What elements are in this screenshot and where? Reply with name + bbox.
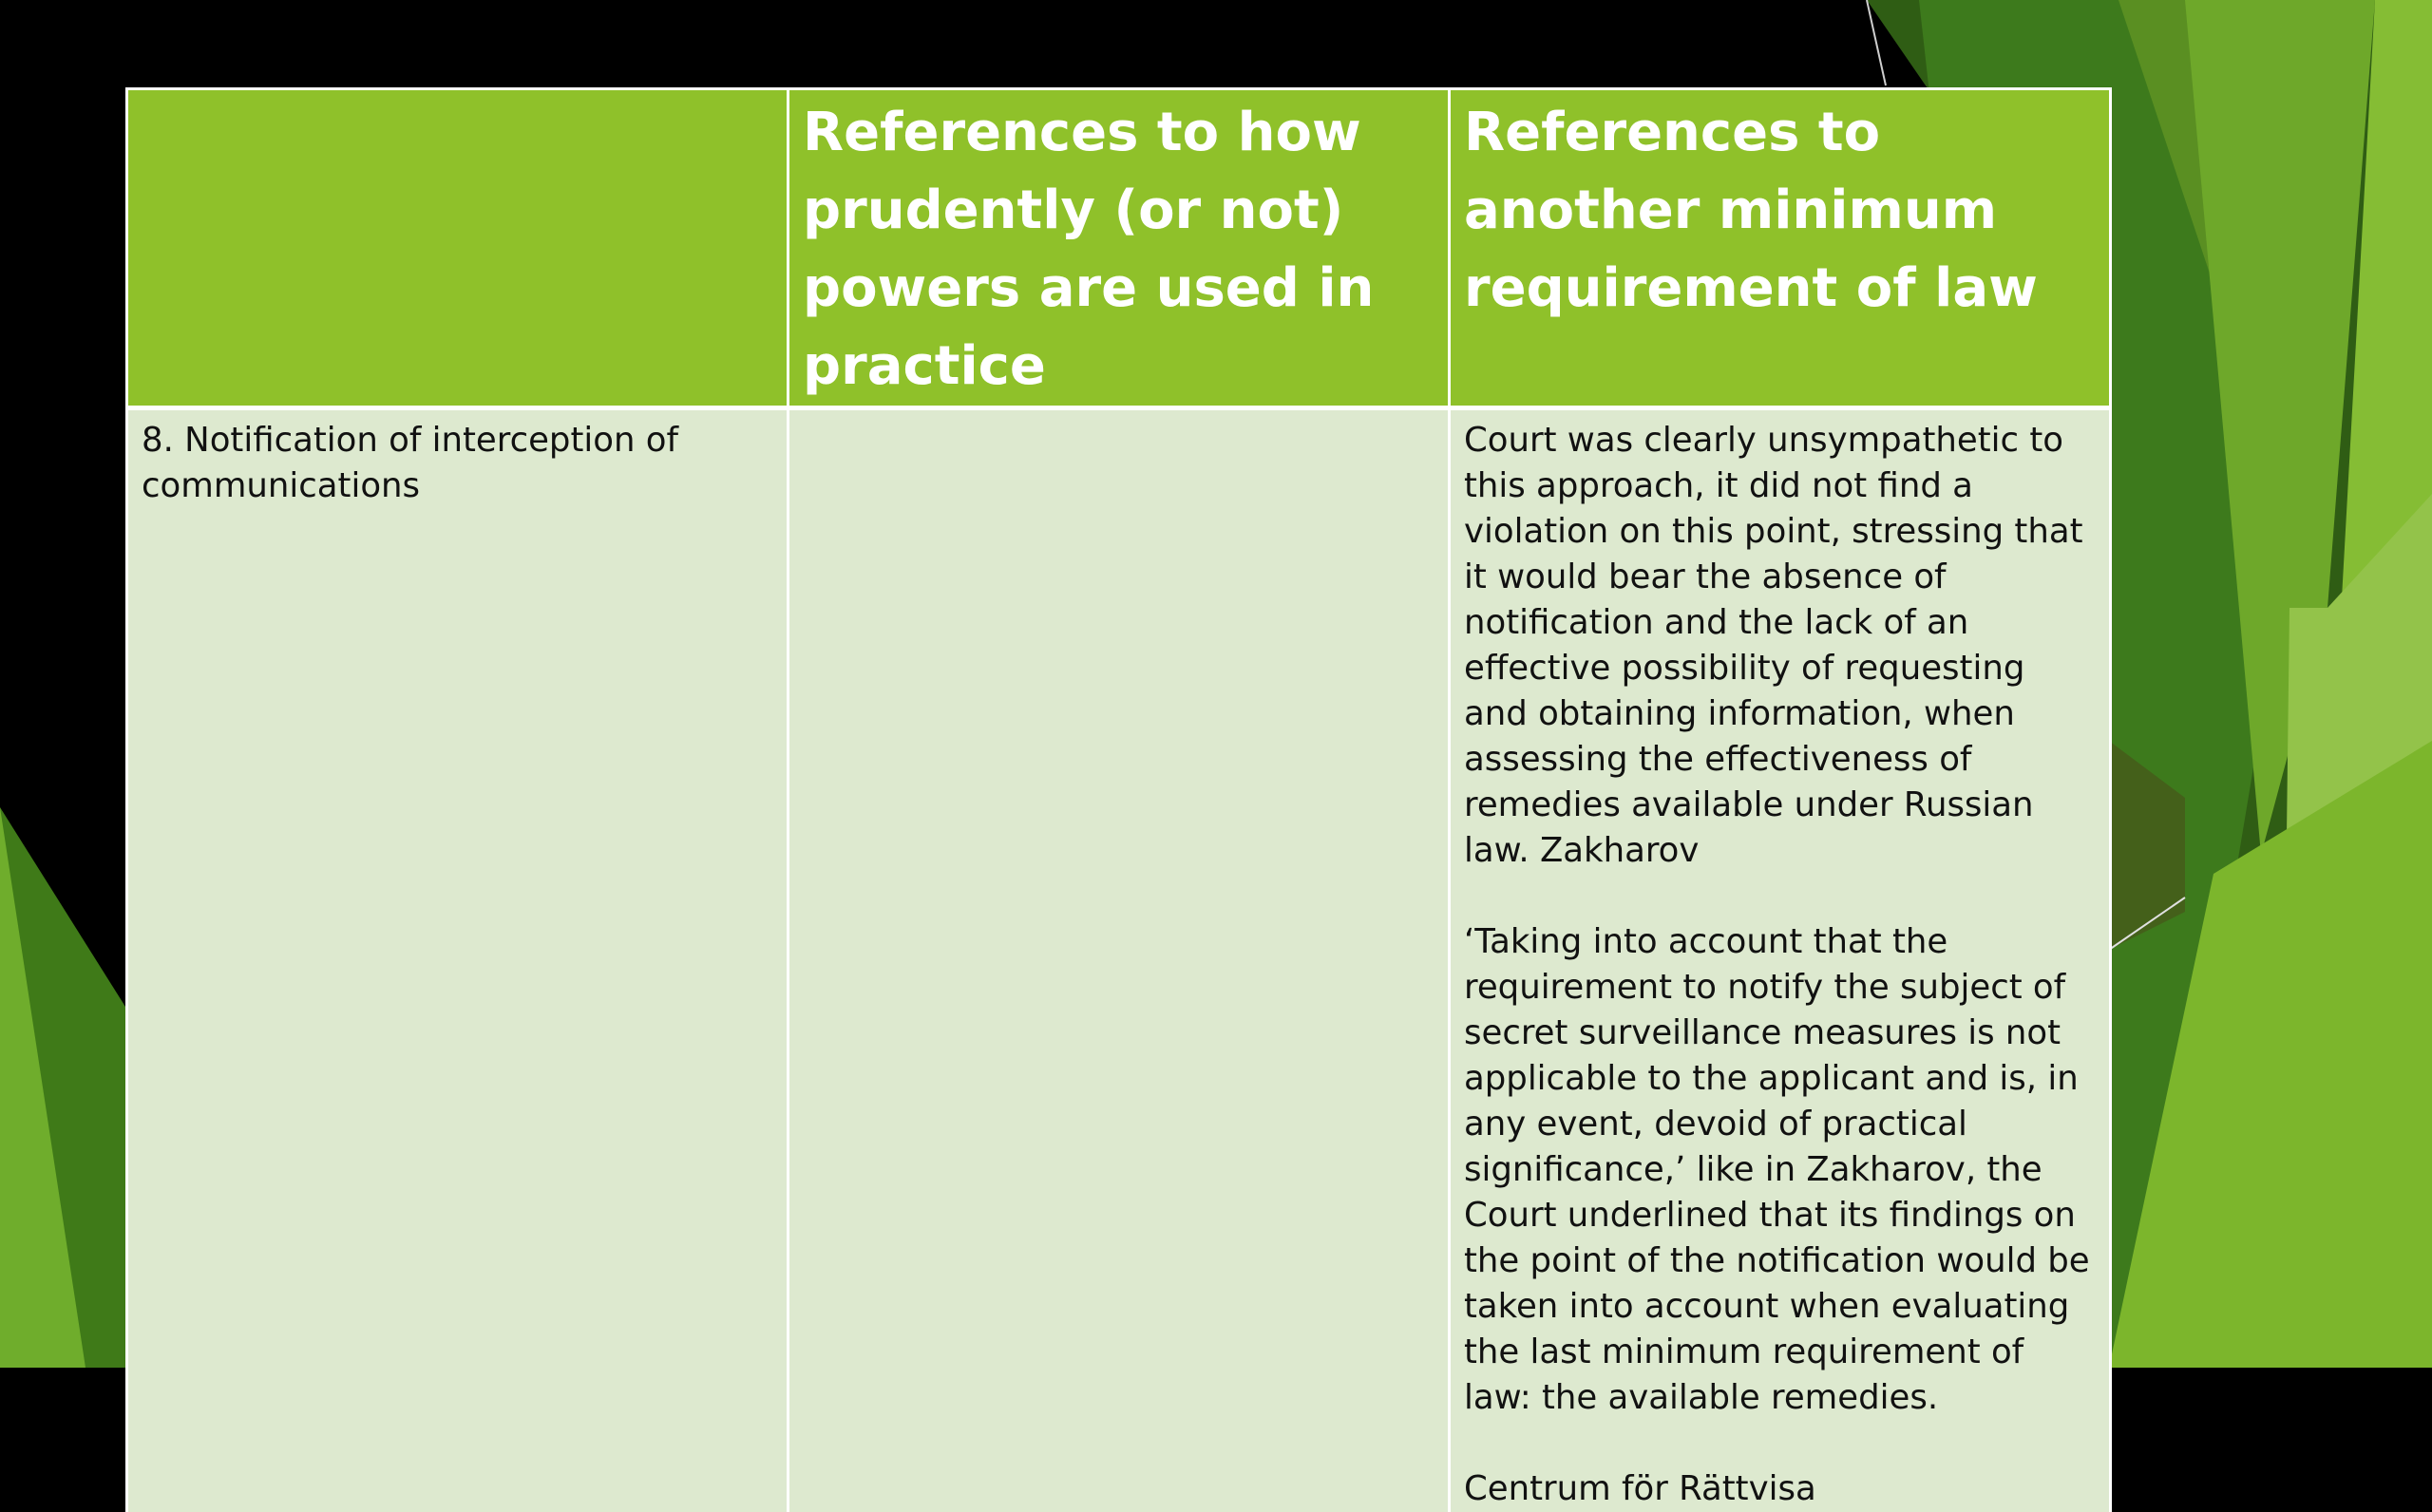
paragraph-court-approach: Court was clearly unsympathetic to this approach, it did not find a violation on this point, stressing that it would bear the absence of notification and the lack of an effective possibility of requesting and obtaining information, when assessing the effectiveness of remedies available under Russian law. Zakharov (1464, 418, 2098, 874)
header-blank (127, 89, 788, 408)
header-practice: References to how prudently (or not) powers are used in practice (788, 89, 1450, 408)
header-minimum-requirement: References to another minimum requirement of law (1450, 89, 2111, 408)
row-minimum-requirement (1450, 408, 2111, 1512)
table-row (127, 408, 2111, 1512)
paragraph-quote: ‘Taking into account that the requirement to notify the subject of secret surveillance measures is not applicable to the applicant and is, in any event, devoid of practical significance,’ like in Zakharov, the Court underlined that its findings on the point of the notification would be taken into account when evaluating the last minimum requirement of law: the available remedies. (1464, 919, 2098, 1421)
paragraph-case-name: Centrum för Rättvisa (1464, 1466, 2098, 1512)
row-label: 8. Notification of interception of communications (127, 408, 788, 1512)
comparison-table (125, 87, 2112, 1512)
row-practice (788, 408, 1450, 1512)
table-header-row (127, 89, 2111, 408)
